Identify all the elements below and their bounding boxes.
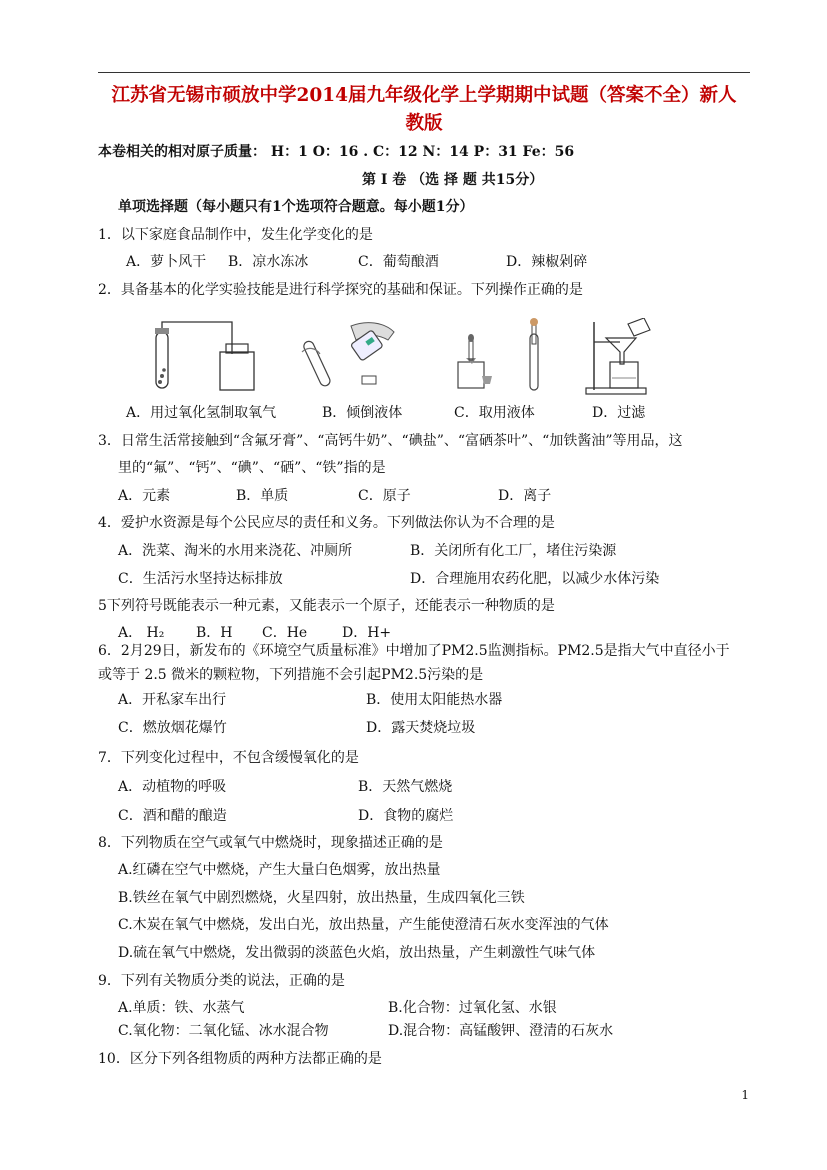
figure-oxygen-apparatus [140,318,260,396]
q8-option-d: D.硫在氧气中燃烧，发出微弱的淡蓝色火焰，放出热量，产生刺激性气味气体 [118,945,596,961]
q5-option-d: D．H+ [342,625,392,641]
q4-option-b: B．关闭所有化工厂，堵住污染源 [410,543,617,559]
figure-dropper [448,318,548,396]
page-number: 1 [741,1088,749,1102]
question-3-stem: 3．日常生活常接触到“含氟牙膏”、“高钙牛奶”、“碘盐”、“富硒茶叶”、“加铁酱油”等用品，这 [98,433,683,449]
q7-option-d: D．食物的腐烂 [358,808,454,824]
q9-option-b: B.化合物：过氧化氢、水银 [388,1000,557,1016]
question-4-stem: 4．爱护水资源是每个公民应尽的责任和义务。下列做法你认为不合理的是 [98,515,555,531]
q2-option-c: C．取用液体 [454,405,535,421]
question-9-stem: 9．下列有关物质分类的说法，正确的是 [98,973,345,989]
q1-option-a: A．萝卜风干 [126,254,207,270]
question-6-stem: 6．2月29日，新发布的《环境空气质量标准》中增加了PM2.5监测指标。PM2.5是指大气中直径小于 [98,643,730,659]
question-3-stem-cont: 里的“氟”、“钙”、“碘”、“硒”、“铁”指的是 [118,460,386,476]
q5-option-b: B．H [196,625,233,641]
question-7-stem: 7．下列变化过程中，不包含缓慢氧化的是 [98,750,359,766]
question-6-stem-cont: 或等于 2.5 微米的颗粒物，下列措施不会引起PM2.5污染的是 [98,667,484,683]
q1-option-c: C．葡萄酿酒 [358,254,439,270]
q6-option-d: D．露天焚烧垃圾 [366,720,476,736]
q3-option-d: D．离子 [498,488,552,504]
q8-option-b: B.铁丝在氧气中剧烈燃烧，火星四射，放出热量，生成四氧化三铁 [118,890,525,906]
q1-option-d: D．辣椒剁碎 [506,254,588,270]
q2-option-a: A．用过氧化氢制取氧气 [126,405,277,421]
question-10-stem: 10．区分下列各组物质的两种方法都正确的是 [98,1051,382,1067]
q6-option-c: C．燃放烟花爆竹 [118,720,227,736]
q9-option-d: D.混合物：高锰酸钾、澄清的石灰水 [388,1023,614,1039]
q9-option-c: C.氧化物：二氧化锰、冰水混合物 [118,1023,329,1039]
figure-filtration [580,318,680,396]
q7-option-a: A．动植物的呼吸 [118,779,227,795]
q5-option-c: C．He [262,625,308,641]
q8-option-c: C.木炭在氧气中燃烧，发出白光，放出热量，产生能使澄清石灰水变浑浊的气体 [118,917,609,933]
q4-option-a: A．洗菜、淘米的水用来浇花、冲厕所 [118,543,353,559]
q7-option-c: C．酒和醋的酿造 [118,808,227,824]
question-8-stem: 8．下列物质在空气或氧气中燃烧时，现象描述正确的是 [98,835,443,851]
figure-pouring-liquid [296,318,406,396]
section-heading: 第 I 卷 （选 择 题 共15分） [362,172,544,188]
q5-option-a: A． H₂ [118,625,165,641]
q8-option-a: A.红磷在空气中燃烧，产生大量白色烟雾，放出热量 [118,862,441,878]
question-5-stem: 5下列符号既能表示一种元素，又能表示一个原子，还能表示一种物质的是 [98,598,555,614]
q2-option-d: D．过滤 [592,405,646,421]
question-1-stem: 1．以下家庭食品制作中，发生化学变化的是 [98,227,373,243]
exam-title [98,82,750,138]
q4-option-d: D．合理施用农药化肥，以减少水体污染 [410,571,660,587]
q3-option-a: A．元素 [118,488,171,504]
q6-option-a: A．开私家车出行 [118,692,227,708]
question-2-stem: 2．具备基本的化学实验技能是进行科学探究的基础和保证。下列操作正确的是 [98,282,583,298]
q1-option-b: B．凉水冻冰 [228,254,309,270]
atomic-masses: 本卷相关的相对原子质量： H：1 O：16 . C：12 N：14 P：31 Fe：56 [98,144,575,160]
q3-option-c: C．原子 [358,488,411,504]
q4-option-c: C．生活污水坚持达标排放 [118,571,283,587]
q2-option-b: B．倾倒液体 [322,405,403,421]
q7-option-b: B．天然气燃烧 [358,779,453,795]
q9-option-a: A.单质：铁、水蒸气 [118,1000,245,1016]
title-line-1: 江苏省无锡市硕放中学2014届九年级化学上学期期中试题（答案不全）新人 [111,85,737,106]
section-instruction: 单项选择题（每小题只有1个选项符合题意。每小题1分） [118,199,474,215]
header-rule [98,72,750,73]
q6-option-b: B．使用太阳能热水器 [366,692,503,708]
title-line-2: 教版 [405,113,443,134]
q3-option-b: B．单质 [236,488,289,504]
q2-figures [128,318,688,396]
